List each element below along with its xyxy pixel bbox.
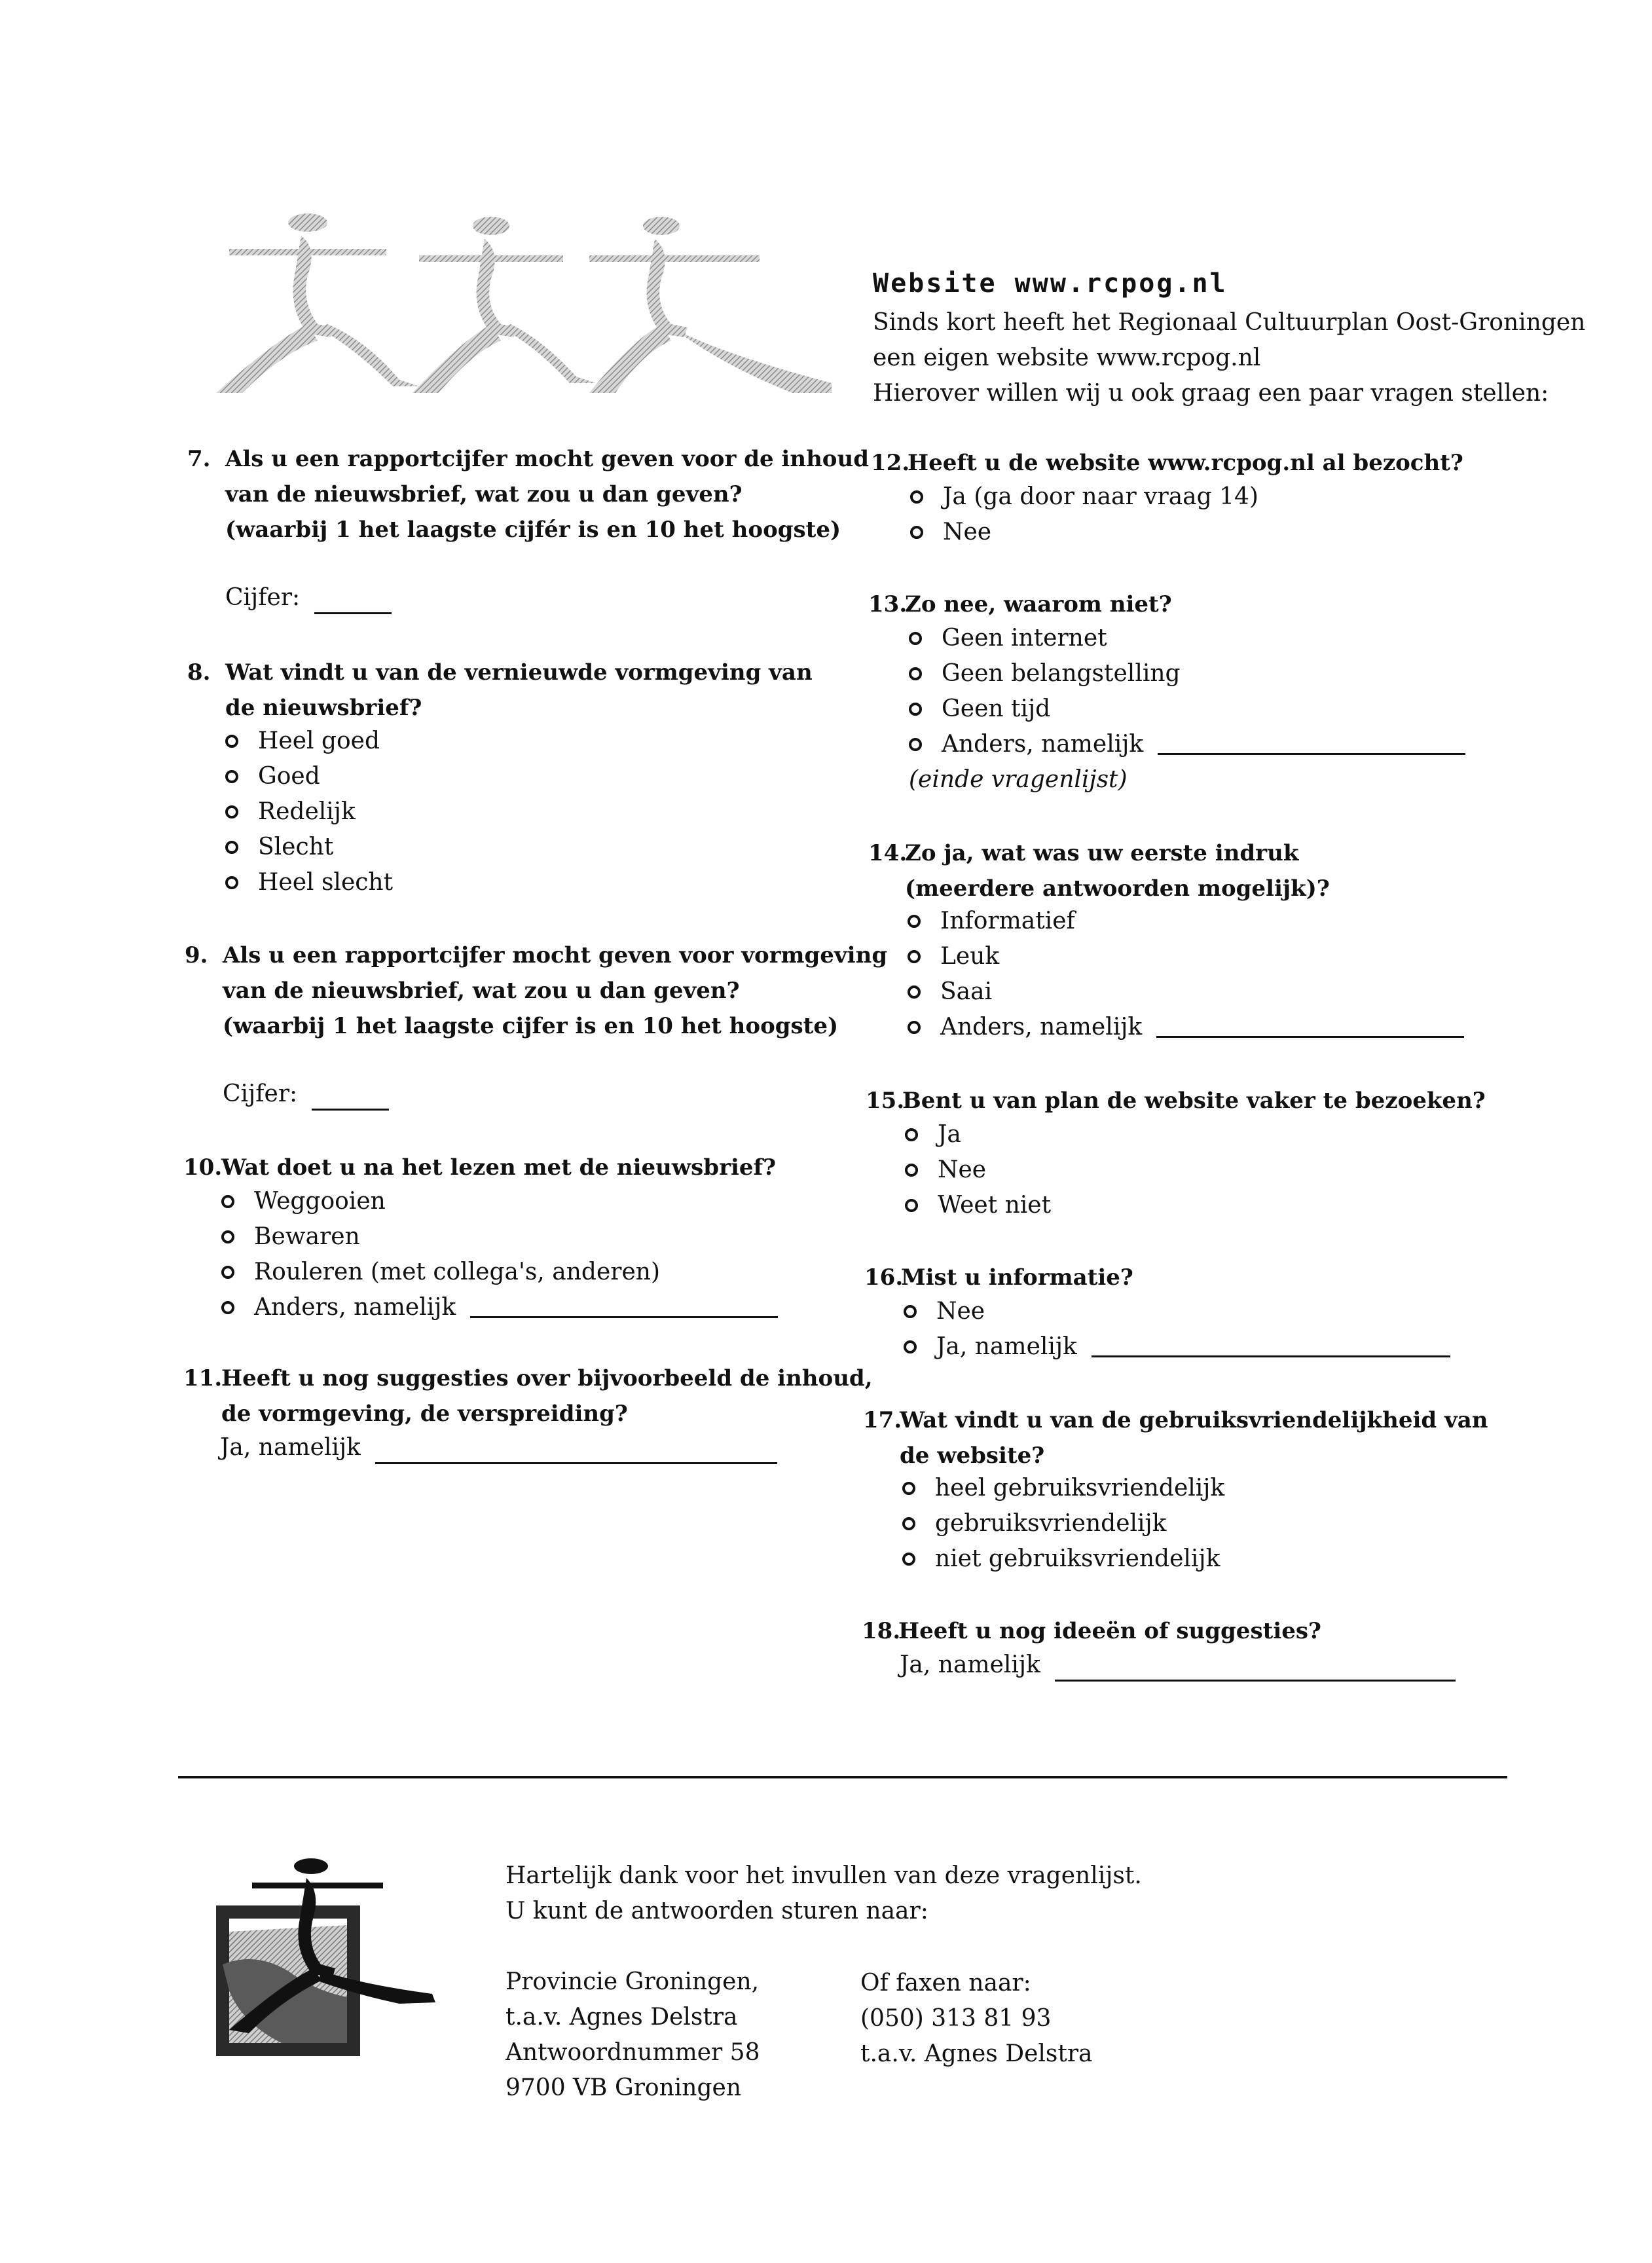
q14-options (908, 904, 1464, 1045)
option-weet-niet[interactable] (905, 1188, 1051, 1223)
radio-circle-icon[interactable] (902, 1553, 915, 1566)
option-nee[interactable] (904, 1294, 1450, 1329)
website-intro-line: Hierover willen wij u ook graag een paar vragen stellen: (873, 380, 1549, 407)
question-12 (871, 445, 1463, 481)
option-nee[interactable] (905, 1152, 1051, 1188)
answer-line[interactable] (1158, 752, 1465, 755)
address-line: Provincie Groningen, (505, 1968, 760, 1995)
question-16 (864, 1260, 1133, 1295)
option-label: Goed (258, 763, 320, 790)
answer-line[interactable] (312, 1108, 389, 1111)
question-number: 13. (868, 591, 908, 617)
field-label: Cijfer: (223, 1080, 298, 1107)
option-nee[interactable] (910, 515, 1258, 550)
option-label: Rouleren (met collega's, anderen) (254, 1259, 660, 1285)
question-number: 8. (187, 659, 211, 686)
question-line: Zo nee, waarom niet? (905, 591, 1172, 617)
option-label: gebruiksvriendelijk (935, 1510, 1167, 1537)
question-line: Heeft u de website www.rcpog.nl al bezocht? (908, 450, 1463, 476)
option-label: Nee (938, 1156, 987, 1183)
option-label: Anders, namelijk (940, 1014, 1143, 1040)
framed-dancer-logo (183, 1853, 458, 2069)
question-line: (waarbij 1 het laagste cijfer is en 10 het hoogste) (223, 1013, 839, 1039)
q17-options (902, 1471, 1224, 1577)
option-label: Heel slecht (258, 869, 394, 896)
radio-circle-icon[interactable] (909, 667, 922, 680)
option-bewaren[interactable] (221, 1219, 778, 1255)
radio-circle-icon[interactable] (902, 1482, 915, 1495)
footer-divider (178, 1776, 1507, 1778)
option-anders[interactable] (908, 1010, 1464, 1045)
question-line: Als u een rapportcijfer mocht geven voor de inhoud (225, 446, 869, 472)
option-slecht[interactable] (225, 830, 393, 865)
option-label: Geen belangstelling (942, 660, 1181, 687)
option-label: Ja, namelijk (936, 1333, 1077, 1360)
question-number: 14. (868, 840, 908, 866)
radio-circle-icon[interactable] (908, 985, 921, 999)
field-label: Ja, namelijk (900, 1651, 1040, 1678)
question-line: Als u een rapportcijfer mocht geven voor vormgeving (223, 942, 888, 968)
question-17 (863, 1403, 1488, 1473)
option-geen-tijd[interactable] (909, 691, 1465, 727)
footer-fax (860, 1966, 1093, 2072)
question-13 (868, 587, 1172, 622)
question-11 (183, 1361, 873, 1431)
q11-field[interactable] (220, 1430, 777, 1465)
q10-options (221, 1184, 778, 1325)
question-line: Bent u van plan de website vaker te bezoeken? (902, 1088, 1486, 1114)
option-label: Geen tijd (942, 695, 1051, 722)
field-label: Cijfer: (225, 584, 301, 611)
field-label: Ja, namelijk (220, 1434, 361, 1461)
website-intro-line: Sinds kort heeft het Regionaal Cultuurplan Oost-Groningen (873, 309, 1586, 336)
question-number: 11. (183, 1365, 223, 1391)
radio-circle-icon[interactable] (225, 770, 238, 783)
option-ja[interactable] (905, 1117, 1051, 1152)
option-label: Ja (ga door naar vraag 14) (943, 483, 1258, 510)
q9-cijfer-field[interactable] (223, 1076, 389, 1112)
option-geen-belangstelling[interactable] (909, 656, 1465, 691)
question-line: Wat vindt u van de vernieuwde vormgeving van (225, 659, 813, 686)
question-line: de vormgeving, de verspreiding? (221, 1401, 628, 1427)
dancing-figures-logo (203, 210, 832, 393)
question-line: van de nieuwsbrief, wat zou u dan geven? (225, 481, 743, 507)
radio-circle-icon[interactable] (225, 841, 238, 854)
question-15 (866, 1083, 1486, 1118)
question-9 (185, 938, 887, 1044)
radio-circle-icon[interactable] (909, 632, 922, 645)
option-geen-internet[interactable] (909, 621, 1465, 656)
radio-circle-icon[interactable] (905, 1199, 918, 1212)
option-label: Weggooien (254, 1188, 386, 1215)
option-heel-gebruiksvriendelijk[interactable] (902, 1471, 1224, 1506)
radio-circle-icon[interactable] (905, 1164, 918, 1177)
question-8 (187, 655, 813, 726)
radio-circle-icon[interactable] (910, 526, 923, 539)
option-redelijk[interactable] (225, 794, 393, 830)
q15-options (905, 1117, 1051, 1223)
question-7 (187, 441, 869, 547)
question-number: 16. (864, 1264, 904, 1291)
radio-circle-icon[interactable] (225, 805, 238, 819)
question-number: 15. (866, 1088, 905, 1114)
q13-options (909, 621, 1465, 798)
option-label: Anders, namelijk (942, 731, 1144, 758)
radio-circle-icon[interactable] (904, 1305, 917, 1318)
thanks-line: U kunt de antwoorden sturen naar: (505, 1898, 928, 1924)
option-label: Leuk (940, 943, 1000, 970)
option-gebruiksvriendelijk[interactable] (902, 1506, 1224, 1541)
option-leuk[interactable] (908, 939, 1464, 974)
footer-thanks (505, 1858, 1142, 1929)
radio-circle-icon[interactable] (225, 735, 238, 748)
q7-cijfer-field[interactable] (225, 580, 392, 616)
question-line: (waarbij 1 het laagste cijfér is en 10 het hoogste) (225, 517, 841, 543)
footer-address (505, 1964, 760, 2106)
radio-circle-icon[interactable] (905, 1128, 918, 1141)
option-label: Anders, namelijk (254, 1294, 456, 1321)
option-ja[interactable] (910, 479, 1258, 515)
option-label: Slecht (258, 834, 334, 860)
question-number: 12. (871, 450, 910, 476)
fax-line: Of faxen naar: (860, 1970, 1031, 1996)
answer-line[interactable] (1092, 1355, 1450, 1357)
option-saai[interactable] (908, 974, 1464, 1010)
question-line: Heeft u nog ideeën of suggesties? (898, 1618, 1321, 1644)
radio-circle-icon[interactable] (221, 1266, 234, 1279)
question-line: de website? (900, 1443, 1045, 1469)
question-number: 17. (863, 1407, 902, 1433)
answer-line[interactable] (375, 1462, 777, 1464)
option-weggooien[interactable] (221, 1184, 778, 1219)
q16-options (904, 1294, 1450, 1365)
website-intro (873, 305, 1585, 411)
question-10 (183, 1150, 776, 1185)
option-informatief[interactable] (908, 904, 1464, 939)
radio-circle-icon[interactable] (225, 876, 238, 889)
question-line: de nieuwsbrief? (225, 695, 422, 721)
option-label: Heel goed (258, 727, 380, 754)
option-label: Redelijk (258, 798, 356, 825)
option-label: Bewaren (254, 1223, 360, 1250)
option-label: heel gebruiksvriendelijk (935, 1475, 1225, 1501)
address-line: Antwoordnummer 58 (505, 2039, 760, 2066)
question-line: (meerdere antwoorden mogelijk)? (905, 875, 1330, 902)
q18-field[interactable] (900, 1647, 1456, 1683)
question-number: 7. (187, 446, 211, 472)
website-heading: Website www.rcpog.nl (873, 268, 1228, 299)
radio-circle-icon[interactable] (908, 950, 921, 963)
option-label: Nee (943, 519, 992, 545)
thanks-line: Hartelijk dank voor het invullen van deze vragenlijst. (505, 1862, 1142, 1889)
radio-circle-icon[interactable] (908, 1021, 921, 1034)
option-label: Nee (936, 1298, 985, 1325)
question-line: Heeft u nog suggesties over bijvoorbeeld de inhoud, (221, 1365, 873, 1391)
option-label: Geen internet (942, 625, 1107, 652)
option-ja[interactable] (904, 1329, 1450, 1365)
option-label: Weet niet (938, 1192, 1052, 1219)
answer-line[interactable] (1156, 1035, 1464, 1038)
q12-options (910, 479, 1258, 550)
radio-circle-icon[interactable] (221, 1230, 234, 1243)
radio-circle-icon[interactable] (221, 1195, 234, 1208)
q8-options (225, 724, 393, 900)
option-anders[interactable] (221, 1290, 778, 1325)
question-line: Wat doet u na het lezen met de nieuwsbrief? (221, 1154, 777, 1181)
address-line: t.a.v. Agnes Delstra (505, 2004, 738, 2031)
radio-circle-icon[interactable] (909, 738, 922, 751)
radio-circle-icon[interactable] (221, 1301, 234, 1314)
answer-line[interactable] (470, 1315, 778, 1318)
address-line: 9700 VB Groningen (505, 2074, 742, 2101)
fax-line: t.a.v. Agnes Delstra (860, 2040, 1093, 2067)
question-line: Wat vindt u van de gebruiksvriendelijkheid van (900, 1407, 1488, 1433)
question-line: van de nieuwsbrief, wat zou u dan geven? (223, 978, 740, 1004)
end-note: (einde vragenlijst) (909, 766, 1128, 793)
answer-line[interactable] (314, 612, 392, 614)
radio-circle-icon[interactable] (909, 703, 922, 716)
option-goed[interactable] (225, 759, 393, 794)
option-label: Informatief (940, 908, 1075, 934)
option-label: niet gebruiksvriendelijk (935, 1545, 1221, 1572)
option-heel-goed[interactable] (225, 724, 393, 759)
question-number: 9. (185, 942, 208, 968)
radio-circle-icon[interactable] (902, 1517, 915, 1530)
question-14 (868, 836, 1330, 906)
question-line: Mist u informatie? (901, 1264, 1133, 1291)
website-intro-line: een eigen website www.rcpog.nl (873, 344, 1261, 371)
option-rouleren[interactable] (221, 1255, 778, 1290)
option-niet-gebruiksvriendelijk[interactable] (902, 1541, 1224, 1577)
question-18 (862, 1613, 1321, 1649)
option-label: Ja (938, 1121, 961, 1148)
option-heel-slecht[interactable] (225, 865, 393, 900)
answer-line[interactable] (1055, 1679, 1456, 1682)
question-number: 10. (183, 1154, 223, 1181)
radio-circle-icon[interactable] (904, 1340, 917, 1353)
option-anders[interactable] (909, 727, 1465, 762)
question-number: 18. (862, 1618, 901, 1644)
fax-line: (050) 313 81 93 (860, 2005, 1052, 2032)
question-line: Zo ja, wat was uw eerste indruk (905, 840, 1299, 866)
radio-circle-icon[interactable] (910, 490, 923, 504)
radio-circle-icon[interactable] (908, 915, 921, 928)
option-label: Saai (940, 978, 993, 1005)
